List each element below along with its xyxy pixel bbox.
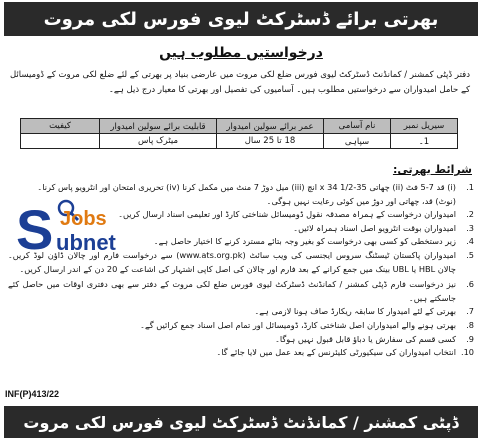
intro-paragraph: دفتر ڈپٹی کمشنر / کمانڈنٹ ڈسٹرکٹ لیوی فورس ضلع لکی مروت میں عارضی بنیاد پر بھرتی کے لئے ضلع لکی مروت کے ڈومیسائل کے حامل امیدواران سے درخواستیں مطلوب ہیں۔ آسامیوں کی تفصیل اور بھرتی کا معیار درج ذیل ہے۔: [10, 70, 470, 95]
footer-banner: [4, 406, 478, 438]
cell-age: 18 تا 25 سال: [217, 134, 324, 149]
list-item: 6. نیز درخواست فارم ڈپٹی کمشنر / کمانڈنٹ ڈسٹرکٹ لیوی فورس ضلع لکی مروت کے دفتر سے بھی دفتری اوقات میں حاصل کئے جاسکتے ہیں۔: [8, 279, 474, 303]
cell-qualification: میٹرک پاس: [100, 134, 217, 149]
cell-serial: 1۔: [391, 134, 458, 149]
list-item: 1. (i) قد 7-5 فٹ (ii) چھاتی 35-1/2 x 34 انچ (iii) میل دوڑ 7 منٹ میں مکمل کرنا (iv) تحریری امتحان اور انٹرویو پاس کرنا۔: [37, 182, 474, 192]
list-item: 4. زیر دستخطی کو کسی بھی درخواست کو بغیر وجہ بتائے مسترد کرنے کا اختیار حاصل ہے۔: [153, 236, 474, 247]
list-item: 2. امیدواران درخواست کے ہمراہ مصدقہ نقول ڈومیسائل شناختی کارڈ اور تعلیمی اسناد ارسال کریں۔: [118, 209, 474, 220]
col-age: عمر برائے سولین امیدوار: [217, 119, 324, 134]
posts-table: [20, 118, 458, 149]
cell-post: سپاہی: [324, 134, 391, 149]
table-row: [21, 134, 458, 149]
logo-subnet-text: ubnet: [56, 230, 116, 255]
list-item: 7. بھرتی کے لئے امیدوار کا سابقہ ریکارڈ صاف ہونا لازمی ہے۔: [254, 306, 474, 317]
col-qualification: قابلیت برائے سولین امیدوار: [100, 119, 217, 134]
list-item: 5. امیدواران پاکستان ٹیسٹنگ سروس ایجنسی کی ویب سائٹ (www.ats.org.pk) سے درخواست فارم اور چالان ڈاؤن لوڈ کریں۔ چالان HBL یا UBL بینک میں جمع کرانے کے بعد فارم اور چالان کی اصل کاپی اشتہار کی اشاعت کے 20 دن کے اندر ارسال کریں۔: [8, 249, 474, 274]
list-item: 10. انتخاب امیدواران کی سیکیورٹی کلیئرنس کے بعد عمل میں لایا جائے گا۔: [216, 347, 474, 358]
posts-table-header-row: [21, 119, 458, 134]
list-item: 3. امیدواران بوقت انٹرویو اصل اسناد ہمراہ لائیں۔: [293, 222, 474, 233]
logo-jobs-text: Jobs: [60, 208, 107, 230]
jobs-subnet-watermark-logo: [16, 200, 166, 264]
conditions-title: شرائط بھرتی:: [392, 163, 472, 176]
list-item: 8. بھرتی ہونے والے امیدواران اصل شناختی کارڈ، ڈومیسائل اور تمام اصل اسناد جمع کرائیں گے۔: [140, 319, 474, 330]
col-post: نام آسامی: [324, 119, 391, 134]
header-title: بھرتی برائے ڈسٹرکٹ لیوی فورس لکی مروت: [43, 8, 439, 30]
header-banner: [4, 2, 478, 36]
footer-title: ڈپٹی کمشنر / کمانڈنٹ ڈسٹرکٹ لیوی فورس لکی مروت: [23, 412, 459, 432]
reference-number: INF(P)413/22: [5, 389, 60, 399]
subtitle: [0, 45, 482, 61]
subtitle-text: درخواستیں مطلوب ہیں: [159, 45, 323, 61]
list-item: (نوٹ) قد، چھاتی اور دوڑ میں کوئی رعایت نہیں ہوگی۔: [266, 195, 456, 206]
list-item: 9. کسی قسم کی سفارش یا دباؤ قابل قبول نہیں ہوگا۔: [275, 333, 474, 344]
col-remarks: کیفیت: [21, 119, 100, 134]
cell-remarks: [21, 134, 100, 149]
col-serial: سیریل نمبر: [391, 119, 458, 134]
logo-letter-s: S: [16, 198, 54, 261]
